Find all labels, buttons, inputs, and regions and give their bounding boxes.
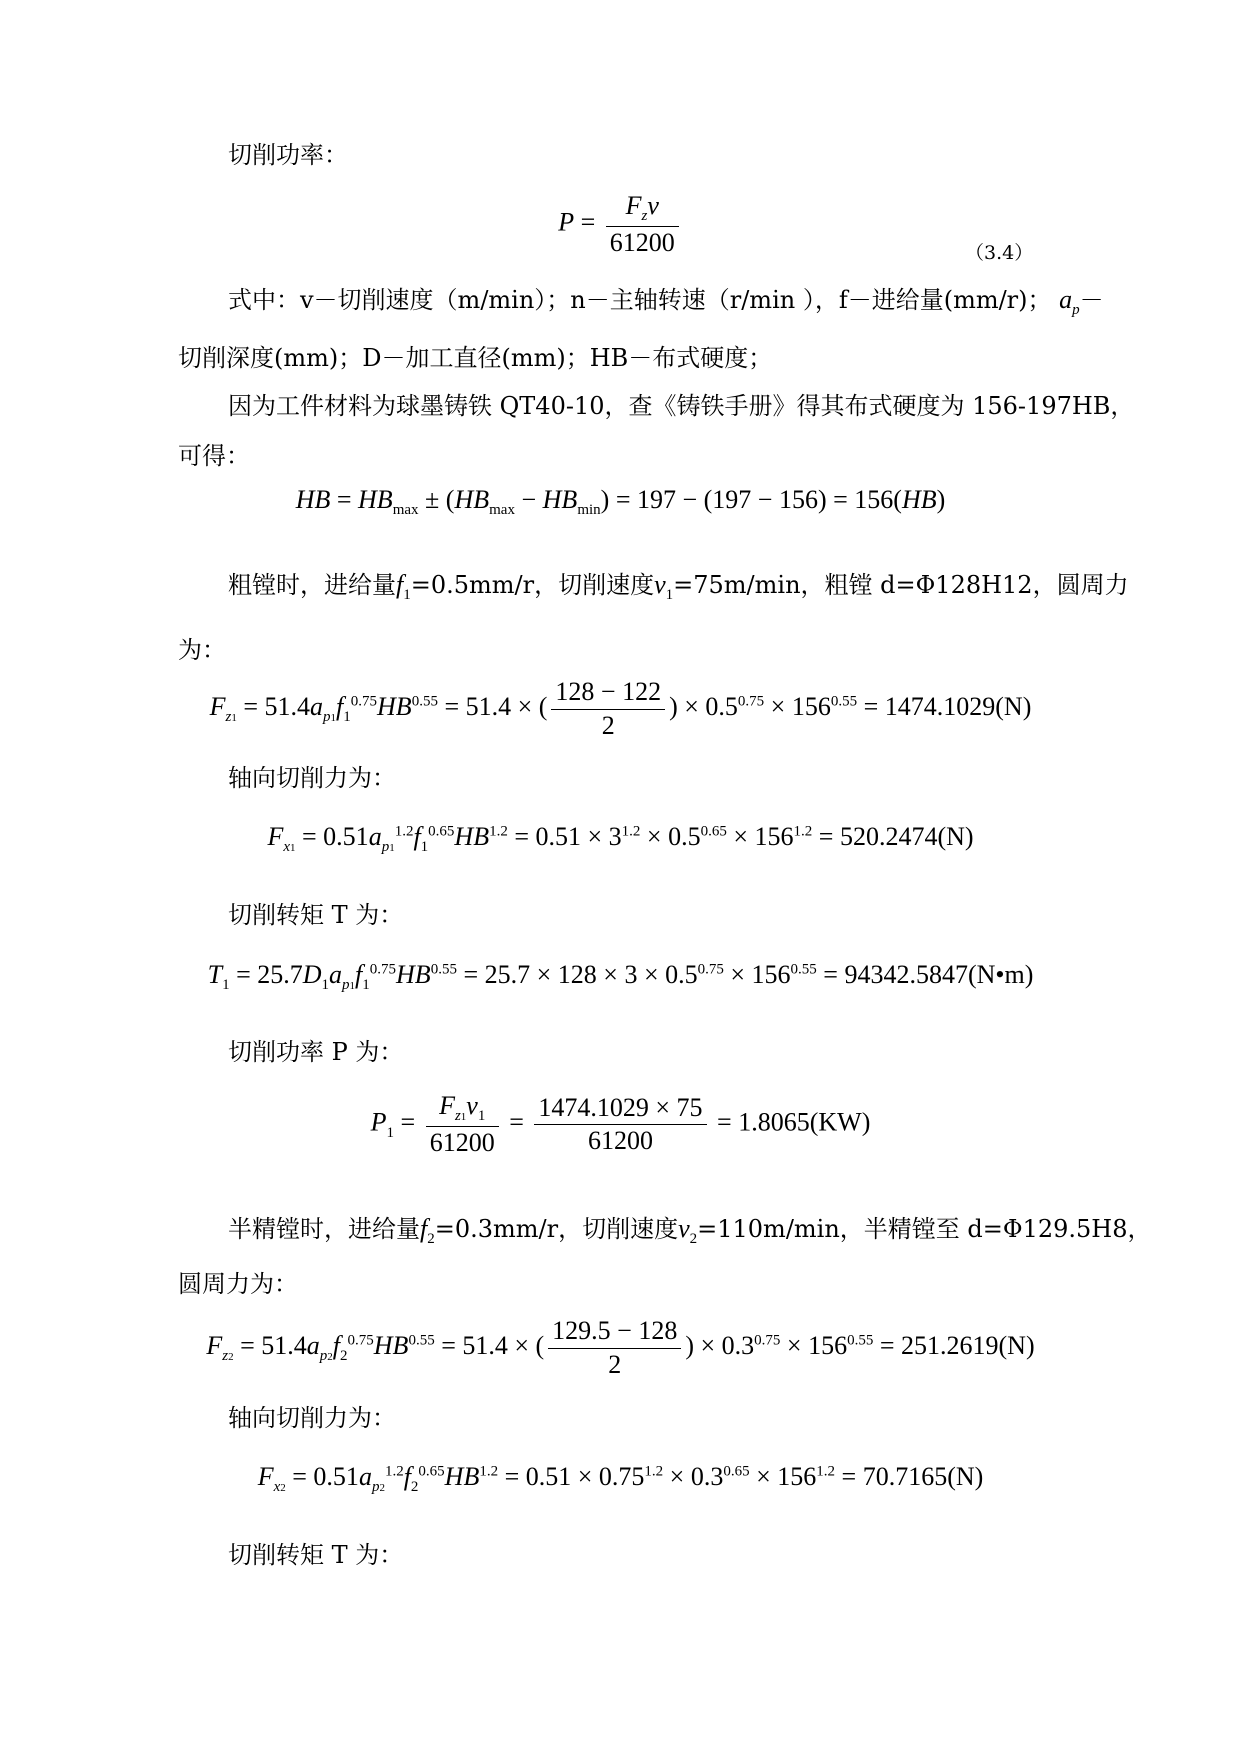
text-torque-label-1: 切削转矩 T 为： <box>228 901 404 929</box>
text-material-note: 因为工件材料为球墨铸铁 QT40-10，查《铸铁手册》得其布式硬度为 156-197HB， <box>228 392 1135 420</box>
text-variables-legend: 式中：v－切削速度（m/min）；n－主轴转速（r/min ），f－进给量(mm/r)； $a_p-$ <box>228 285 1104 319</box>
text-result-intro: 可得： <box>178 442 250 470</box>
text-torque-label-2: 切削转矩 T 为： <box>228 1541 404 1569</box>
text-semi-finish-cont: 圆周力为： <box>178 1270 298 1298</box>
equation-fx1: $F_{x1} = 0.51a_{p1}^{1.2}f_1^{0.65}HB^{1.2} = 0.51 \times 3^{1.2} \times 0.5^{0.65} \times 156^{1.2} = 520.2474(N)$ <box>267 822 974 856</box>
text-semi-finish-boring: 半精镗时，进给量$f_2=0.3mm/r$，切削速度$v_2=110m/\min$，半精镗至 d=Φ129.5H8， <box>228 1214 1152 1247</box>
equation-hardness: HB = $HB_{max} \pm (HB_{max} - HB_{min}) = 197 - (197 - 156) = 156(HB)$ <box>295 485 946 519</box>
text-axial-force-label-1: 轴向切削力为： <box>228 764 396 792</box>
equation-number: （3.4） <box>965 242 1034 264</box>
text-rough-boring: 粗镗时，进给量$f_1=0.5mm/r$，切削速度$v_1=75m/\min$，粗镗 d=Φ128H12，圆周力 <box>228 570 1129 603</box>
text-cutting-power-label: 切削功率： <box>228 141 348 169</box>
text-rough-boring-cont: 为： <box>178 636 226 664</box>
text-axial-force-label-2: 轴向切削力为： <box>228 1404 396 1432</box>
equation-power: P = $\frac{F_zv}{61200}$ <box>0 190 1241 259</box>
text-variables-legend-cont: 切削深度(mm)；D－加工直径(mm)；HB－布式硬度； <box>178 344 773 372</box>
equation-p1: $P_1$ = $\frac{F_{z1}v_1}{61200}$ = $\frac{1474.1029 \times 75}{61200}$ = 1.8065(KW) <box>370 1091 871 1157</box>
text-power-label-1: 切削功率 P 为： <box>228 1038 404 1066</box>
equation-t1: $T_1 = 25.7D_1a_{p1}f_1^{0.75}HB^{0.55} = 25.7 \times 128 \times 3 \times 0.5^{0.75} \times 156^{0.55}$ = 94342.5847(N•m) <box>207 960 1034 994</box>
equation-fx2: $F_{x2} = 0.51a_{p2}^{1.2}f_2^{0.65}HB^{1.2} = 0.51 \times 0.75^{1.2} \times 0.3^{0.65} \times 156^{1.2} = 70.7165(N)$ <box>257 1462 984 1496</box>
equation-fz1: $F_{z1} = 51.4a_{p1}f_1^{0.75}HB^{0.55} = 51.4$ × ( $\frac{128 - 122}{2}$ ) × $0.5^{0.75} \times 156^{0.55} = 1474.1029(N)$ <box>209 677 1032 740</box>
equation-fz2: $F_{z2} = 51.4a_{p2}f_2^{0.75}HB^{0.55} = 51.4$ × ( $\frac{129.5 - 128}{2}$ ) × $0.3^{0.75} \times 156^{0.55} = 251.2619(N)$ <box>206 1316 1035 1379</box>
